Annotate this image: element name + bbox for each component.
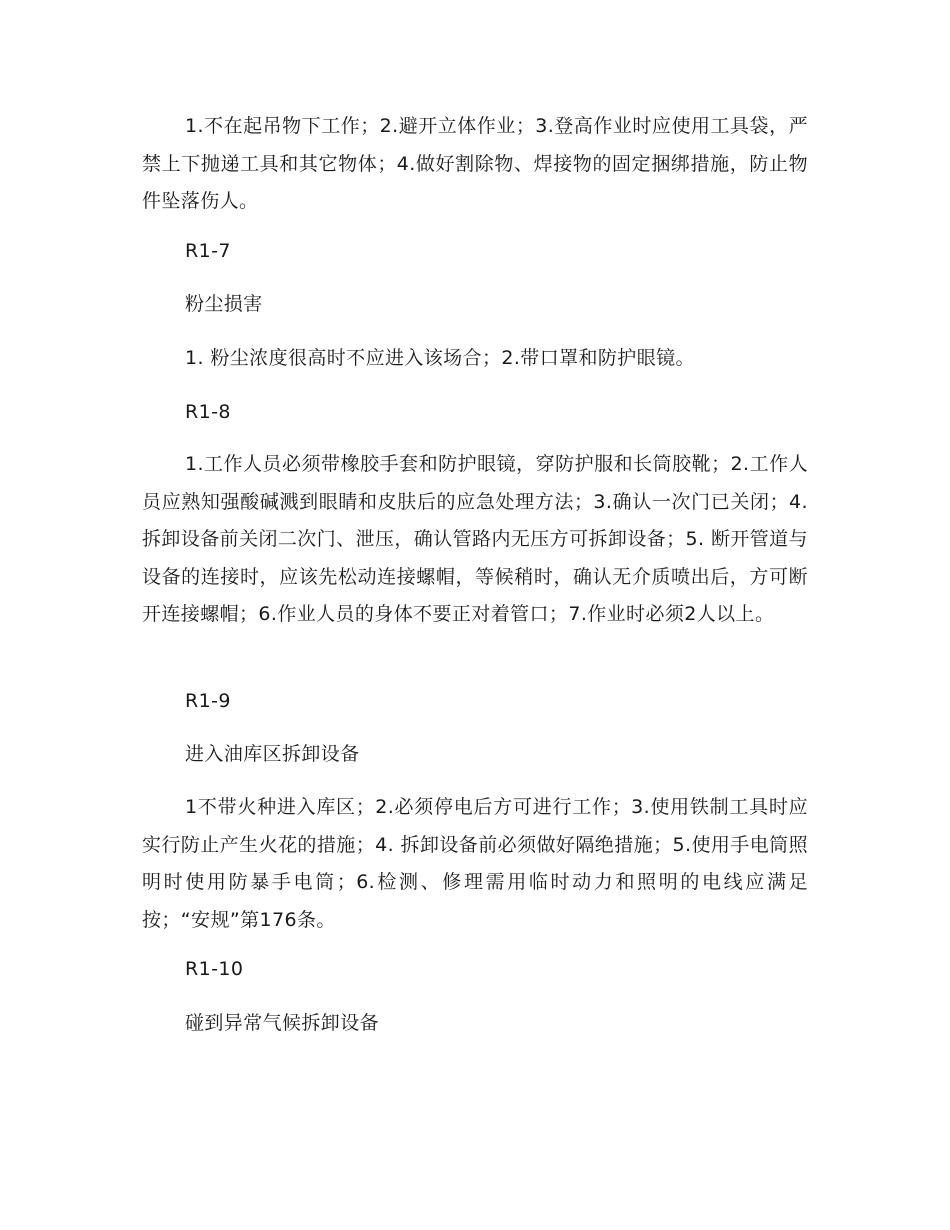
paragraph-work-at-height-measures: 1.不在起吊物下工作；2.避开立体作业；3.登高作业时应使用工具袋，严禁上下抛递工具和其它物体；4.做好割除物、焊接物的固定捆绑措施，防止物件坠落伤人。 [142, 115, 808, 212]
paragraph-dust-measures: 1. 粉尘浓度很高时不应进入该场合；2.带口罩和防护眼镜。 [185, 347, 695, 369]
section-title-dust-hazard: 粉尘损害 [185, 293, 263, 315]
section-title-oil-depot: 进入油库区拆卸设备 [185, 743, 360, 765]
section-code-r1-9: R1-9 [185, 690, 231, 712]
paragraph-acid-alkali-measures: 1.工作人员必须带橡胶手套和防护眼镜，穿防护服和长筒胶靴；2.工作人员应熟知强酸碱溅到眼睛和皮肤后的应急处理方法；3.确认一次门已关闭；4.拆卸设备前关闭二次门、泄压，确认管路内无压方可拆卸设备；5. 断开管道与设备的连接时，应该先松动连接螺帽，等候稍时，确认无介质喷出后，方可断开连接螺帽；6.作业人员的身体不要正对着管口；7.作业时必须2人以上。 [142, 453, 808, 625]
section-code-r1-10: R1-10 [185, 958, 244, 980]
paragraph-oil-depot-measures: 1不带火种进入库区；2.必须停电后方可进行工作；3.使用铁制工具时应实行防止产生火花的措施；4. 拆卸设备前必须做好隔绝措施；5.使用手电筒照明时使用防暴手电筒；6.检测、修理需用临时动力和照明的电线应满足按；“安规”第176条。 [142, 796, 808, 931]
section-code-r1-8: R1-8 [185, 401, 231, 423]
section-code-r1-7: R1-7 [185, 240, 231, 262]
section-title-abnormal-weather: 碰到异常气候拆卸设备 [185, 1012, 380, 1034]
